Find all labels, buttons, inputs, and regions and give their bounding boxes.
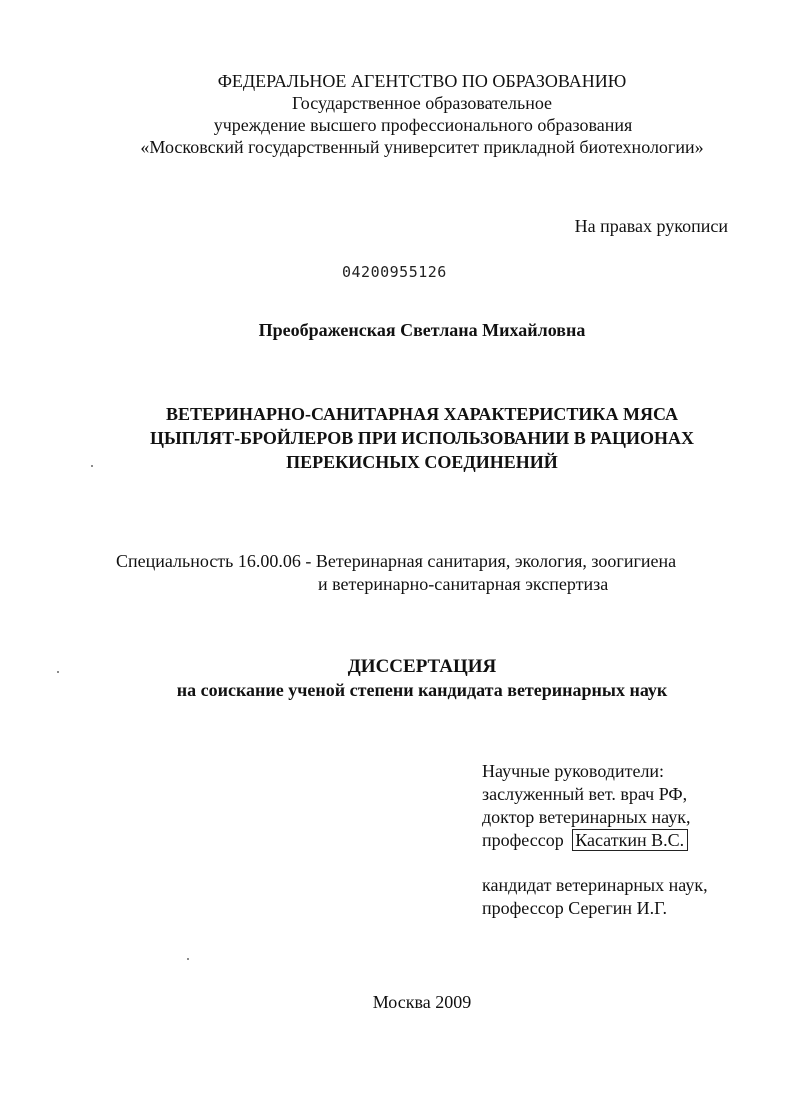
degree-subheading: на соискание ученой степени кандидата ветеринарных наук bbox=[176, 680, 668, 700]
advisor-1-name: Касаткин В.С. bbox=[572, 829, 688, 851]
advisors-heading: Научные руководители: bbox=[482, 761, 665, 781]
degree-block bbox=[0, 655, 794, 701]
advisor-1-degree: доктор ветеринарных наук, bbox=[482, 807, 691, 827]
specialty-line-2: и ветеринарно-санитарная экспертиза bbox=[318, 574, 609, 594]
specialty-block bbox=[116, 550, 676, 596]
advisor-1-title: заслуженный вет. врач РФ, bbox=[482, 784, 688, 804]
institution-type: Государственное образовательное bbox=[291, 93, 553, 113]
advisors-block bbox=[482, 760, 708, 920]
institution-header bbox=[0, 70, 794, 158]
dissertation-title bbox=[0, 402, 794, 474]
scan-speck bbox=[91, 465, 93, 467]
scan-speck bbox=[57, 671, 59, 673]
university-name: «Московский государственный университет прикладной биотехнологии» bbox=[140, 137, 704, 157]
title-line-2: ЦЫПЛЯТ-БРОЙЛЕРОВ ПРИ ИСПОЛЬЗОВАНИИ В РАЦИОНАХ bbox=[150, 428, 694, 448]
author-name: Преображенская Светлана Михайловна bbox=[258, 320, 586, 340]
advisor-1-line bbox=[482, 829, 708, 852]
registration-number: 04200955126 bbox=[342, 263, 447, 281]
advisor-2-name: профессор Серегин И.Г. bbox=[482, 898, 667, 918]
advisor-2-degree: кандидат ветеринарных наук, bbox=[482, 875, 708, 895]
institution-level: учреждение высшего профессионального образования bbox=[213, 115, 633, 135]
title-line-3: ПЕРЕКИСНЫХ СОЕДИНЕНИЙ bbox=[286, 452, 558, 472]
advisor-1-rank: профессор bbox=[482, 830, 564, 850]
manuscript-rights-note: На правах рукописи bbox=[574, 216, 728, 236]
city-year: Москва 2009 bbox=[372, 992, 472, 1012]
title-line-1: ВЕТЕРИНАРНО-САНИТАРНАЯ ХАРАКТЕРИСТИКА МЯСА bbox=[165, 404, 679, 424]
agency-name: ФЕДЕРАЛЬНОЕ АГЕНТСТВО ПО ОБРАЗОВАНИЮ bbox=[217, 71, 627, 91]
dissertation-heading: ДИССЕРТАЦИЯ bbox=[347, 656, 497, 677]
advisor-spacer bbox=[482, 852, 708, 874]
specialty-line-1: Специальность 16.00.06 - Ветеринарная санитария, экология, зоогигиена bbox=[116, 551, 677, 571]
scan-speck bbox=[187, 958, 189, 960]
